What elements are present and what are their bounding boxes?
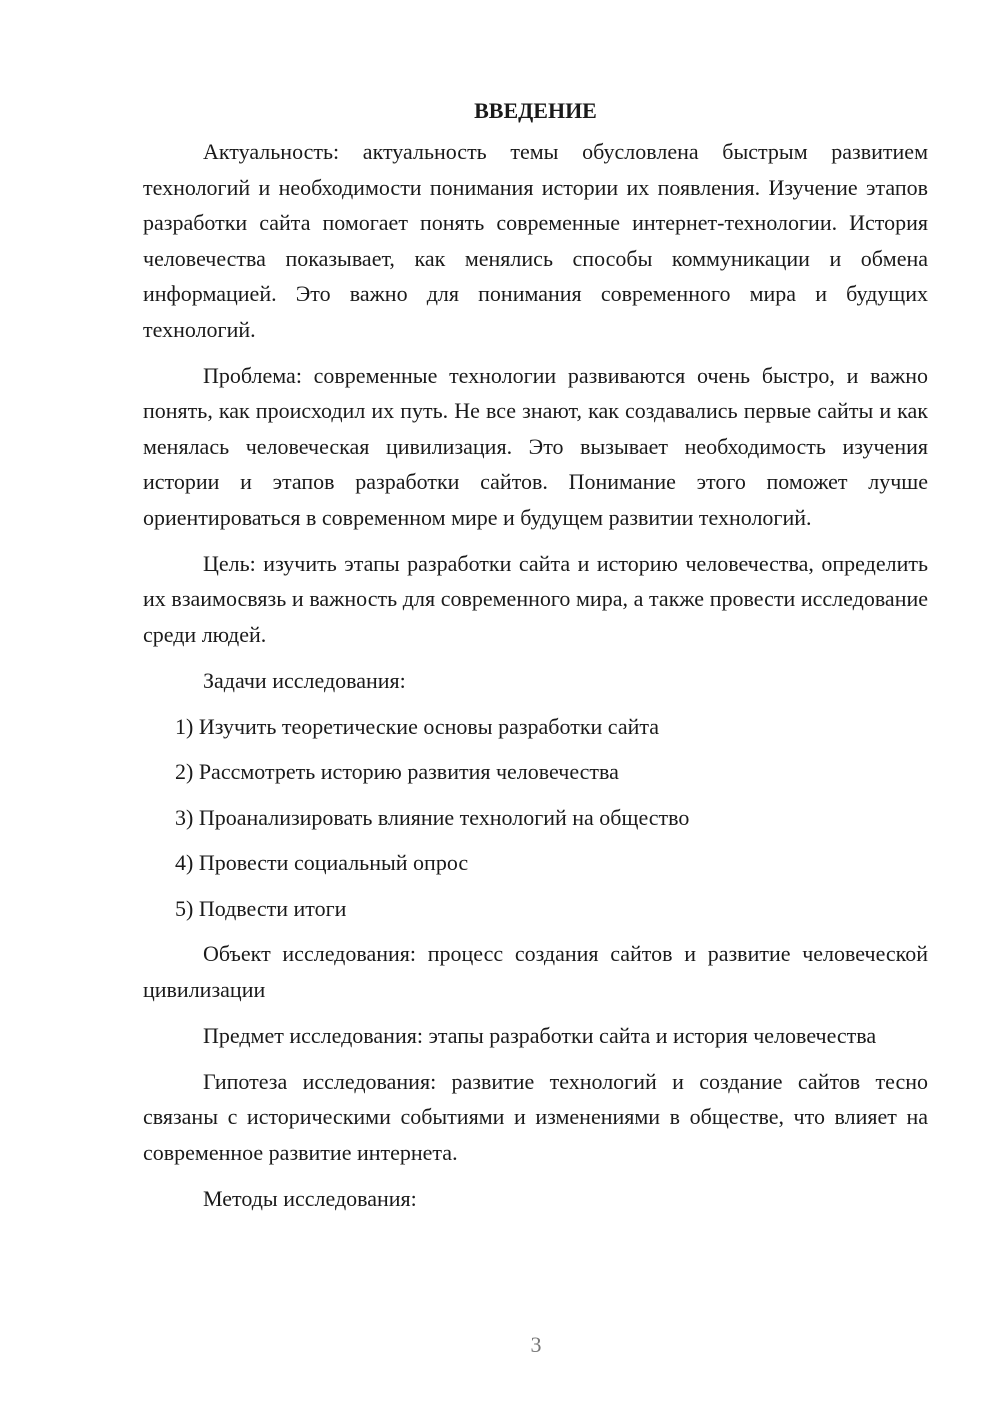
task-item-1: 1) Изучить теоретические основы разработки сайта xyxy=(175,713,659,739)
paragraph-problem: Проблема: современные технологии развиваются очень быстро, и важно понять, как происходил их путь. Не все знают, как создавались первые сайты и как менялась человеческая цивилизация. Это вызывает необходимость изучения истории и этапов разработки сайтов. Понимание этого поможет лучше ориентироваться в современном мире и будущем развитии технологий. xyxy=(143,362,928,530)
tasks-heading: Задачи исследования: xyxy=(203,667,406,693)
task-item-2: 2) Рассмотреть историю развития человечества xyxy=(175,759,619,784)
paragraph-relevance: Актуальность: актуальность темы обусловлена быстрым развитием технологий и необходимости понимания истории их появления. Изучение этапов разработки сайта помогает понять современные интернет-технологии. История человечества показывает, как менялись способы коммуникации и обмена информацией. Это важно для понимания современного мира и будущих технологий. xyxy=(143,139,928,342)
paragraph-subject: Предмет исследования: этапы разработки сайта и история человечества xyxy=(203,1022,877,1048)
paragraph-object: Объект исследования: процесс создания сайтов и развитие человеческой цивилизации xyxy=(143,941,928,1002)
task-item-3: 3) Проанализировать влияние технологий на общество xyxy=(175,804,690,830)
page-number: 3 xyxy=(530,1332,542,1357)
section-title: ВВЕДЕНИЕ xyxy=(474,98,597,123)
task-item-4: 4) Провести социальный опрос xyxy=(175,850,469,875)
document-body xyxy=(143,96,928,1227)
methods-heading: Методы исследования: xyxy=(203,1185,417,1211)
paragraph-goal: Цель: изучить этапы разработки сайта и историю человечества, определить их взаимосвязь и важность для современного мира, а также провести исследование среди людей. xyxy=(143,550,928,647)
task-item-5: 5) Подвести итоги xyxy=(175,895,347,921)
paragraph-hypothesis: Гипотеза исследования: развитие технологий и создание сайтов тесно связаны с историческими событиями и изменениями в обществе, что влияет на современное развитие интернета. xyxy=(143,1068,928,1165)
